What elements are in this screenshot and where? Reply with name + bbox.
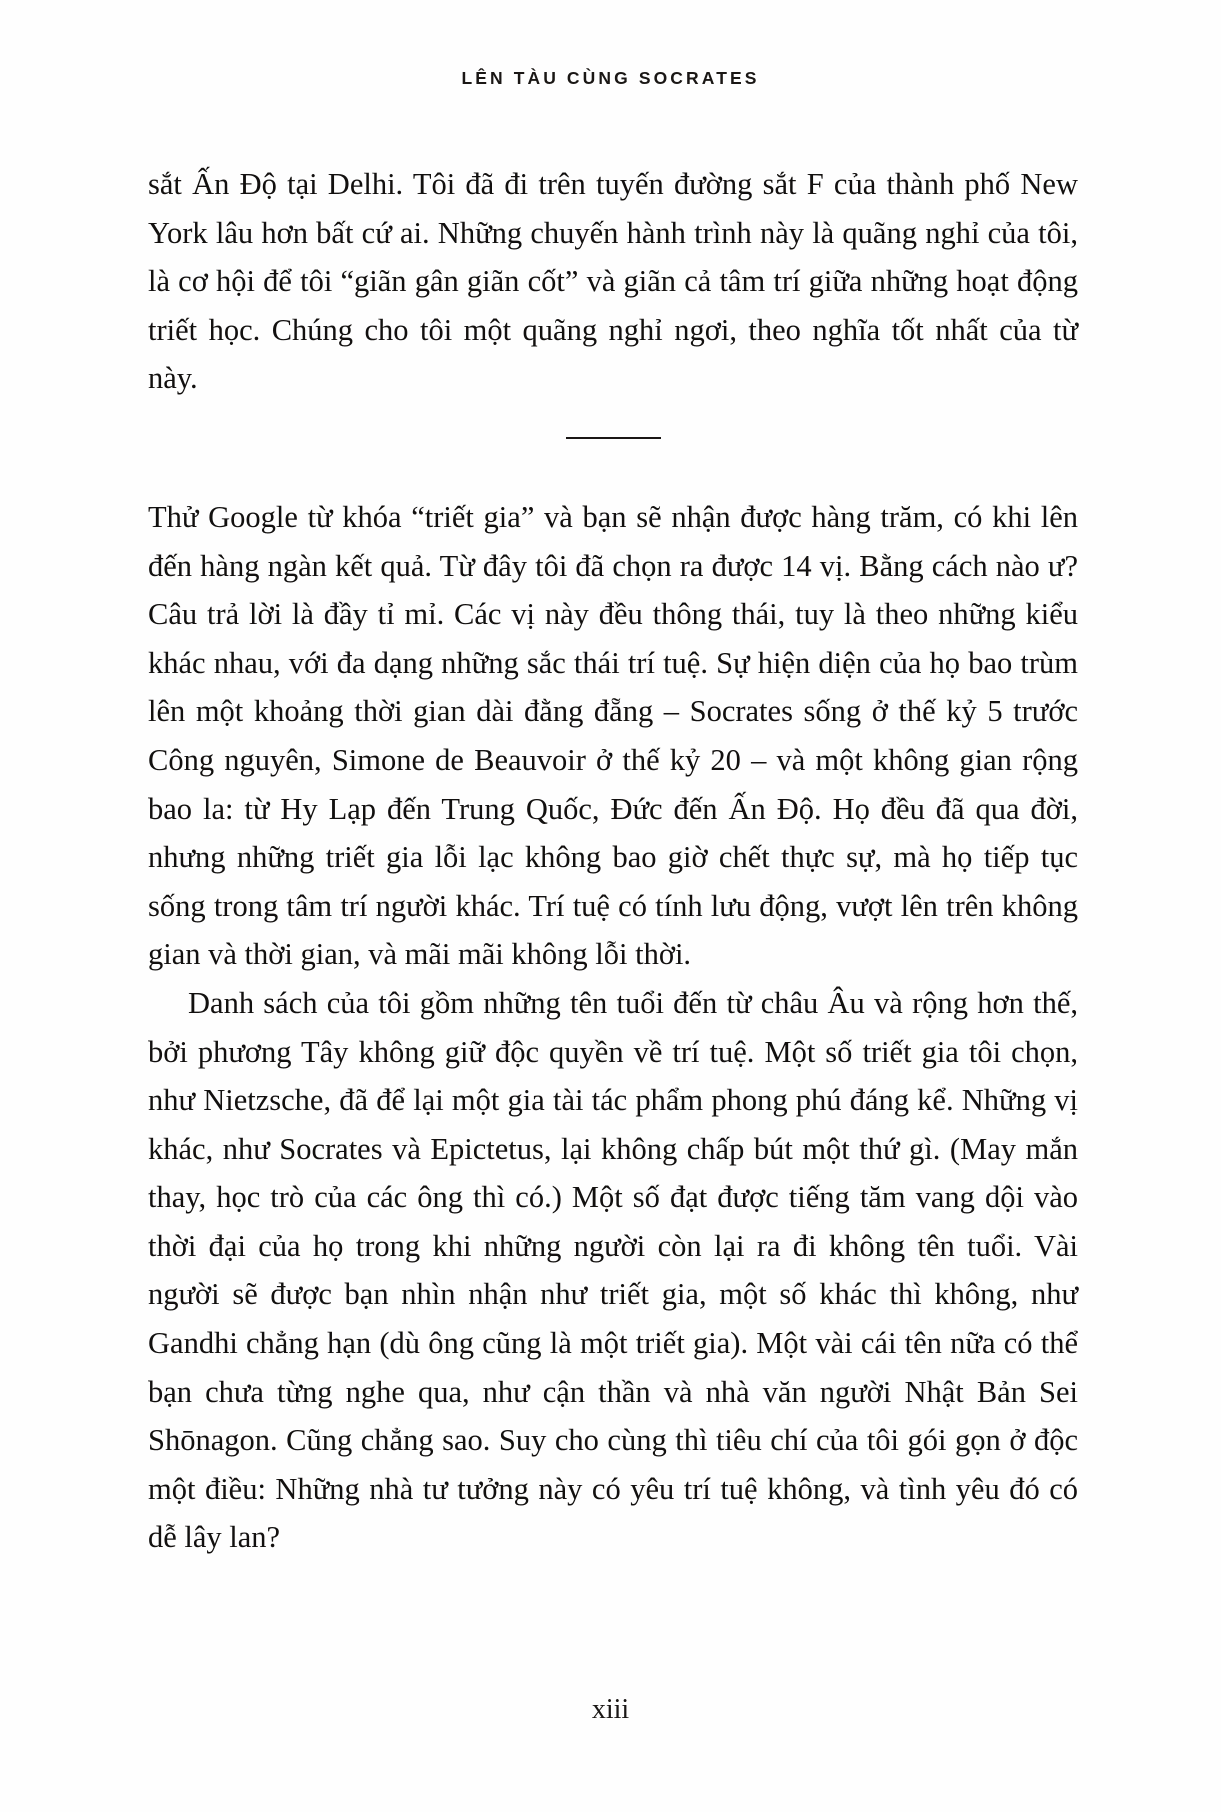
section-divider [148,429,1078,463]
horizontal-rule-icon [566,437,661,439]
paragraph-danh-sach: Danh sách của tôi gồm những tên tuổi đến từ châu Âu và rộng hơn thế, bởi phương Tây không giữ độc quyền về trí tuệ. Một số triết gia tôi chọn, như Nietzsche, đã để lại một gia tài tác phẩm phong phú đáng kể. Những vị khác, như Socrates và Epictetus, lại không chấp bút một thứ gì. (May mắn thay, học trò của các ông thì có.) Một số đạt được tiếng tăm vang dội vào thời đại của họ trong khi những người còn lại ra đi không tên tuổi. Vài người sẽ được bạn nhìn nhận như triết gia, một số khác thì không, như Gandhi chẳng hạn (dù ông cũng là một triết gia). Một vài cái tên nữa có thể bạn chưa từng nghe qua, như cận thần và nhà văn người Nhật Bản Sei Shōnagon. Cũng chẳng sao. Suy cho cùng thì tiêu chí của tôi gói gọn ở độc một điều: Những nhà tư tưởng này có yêu trí tuệ không, và tình yêu đó có dễ lây lan? [148,985,1078,1555]
page-number: xiii [591,1694,630,1725]
paragraph-continued: sắt Ấn Độ tại Delhi. Tôi đã đi trên tuyến đường sắt F của thành phố New York lâu hơn bất cứ ai. Những chuyến hành trình này là quãng nghỉ của tôi, là cơ hội để tôi “giãn gân giãn cốt” và giãn cả tâm trí giữa những hoạt động triết học. Chúng cho tôi một quãng nghỉ ngơi, theo nghĩa tốt nhất của từ này. [148,167,1078,396]
body-text-block [148,160,1078,1562]
running-head: LÊN TÀU CÙNG SOCRATES [461,68,760,88]
paragraph-google: Thử Google từ khóa “triết gia” và bạn sẽ nhận được hàng trăm, có khi lên đến hàng ngàn kết quả. Từ đây tôi đã chọn ra được 14 vị. Bằng cách nào ư? Câu trả lời là đầy tỉ mỉ. Các vị này đều thông thái, tuy là theo những kiểu khác nhau, với đa dạng những sắc thái trí tuệ. Sự hiện diện của họ bao trùm lên một khoảng thời gian dài đằng đẵng – Socrates sống ở thế kỷ 5 trước Công nguyên, Simone de Beauvoir ở thế kỷ 20 – và một không gian rộng bao la: từ Hy Lạp đến Trung Quốc, Đức đến Ấn Độ. Họ đều đã qua đời, nhưng những triết gia lỗi lạc không bao giờ chết thực sự, mà họ tiếp tục sống trong tâm trí người khác. Trí tuệ có tính lưu động, vượt lên trên không gian và thời gian, và mãi mãi không lỗi thời. [148,499,1078,972]
